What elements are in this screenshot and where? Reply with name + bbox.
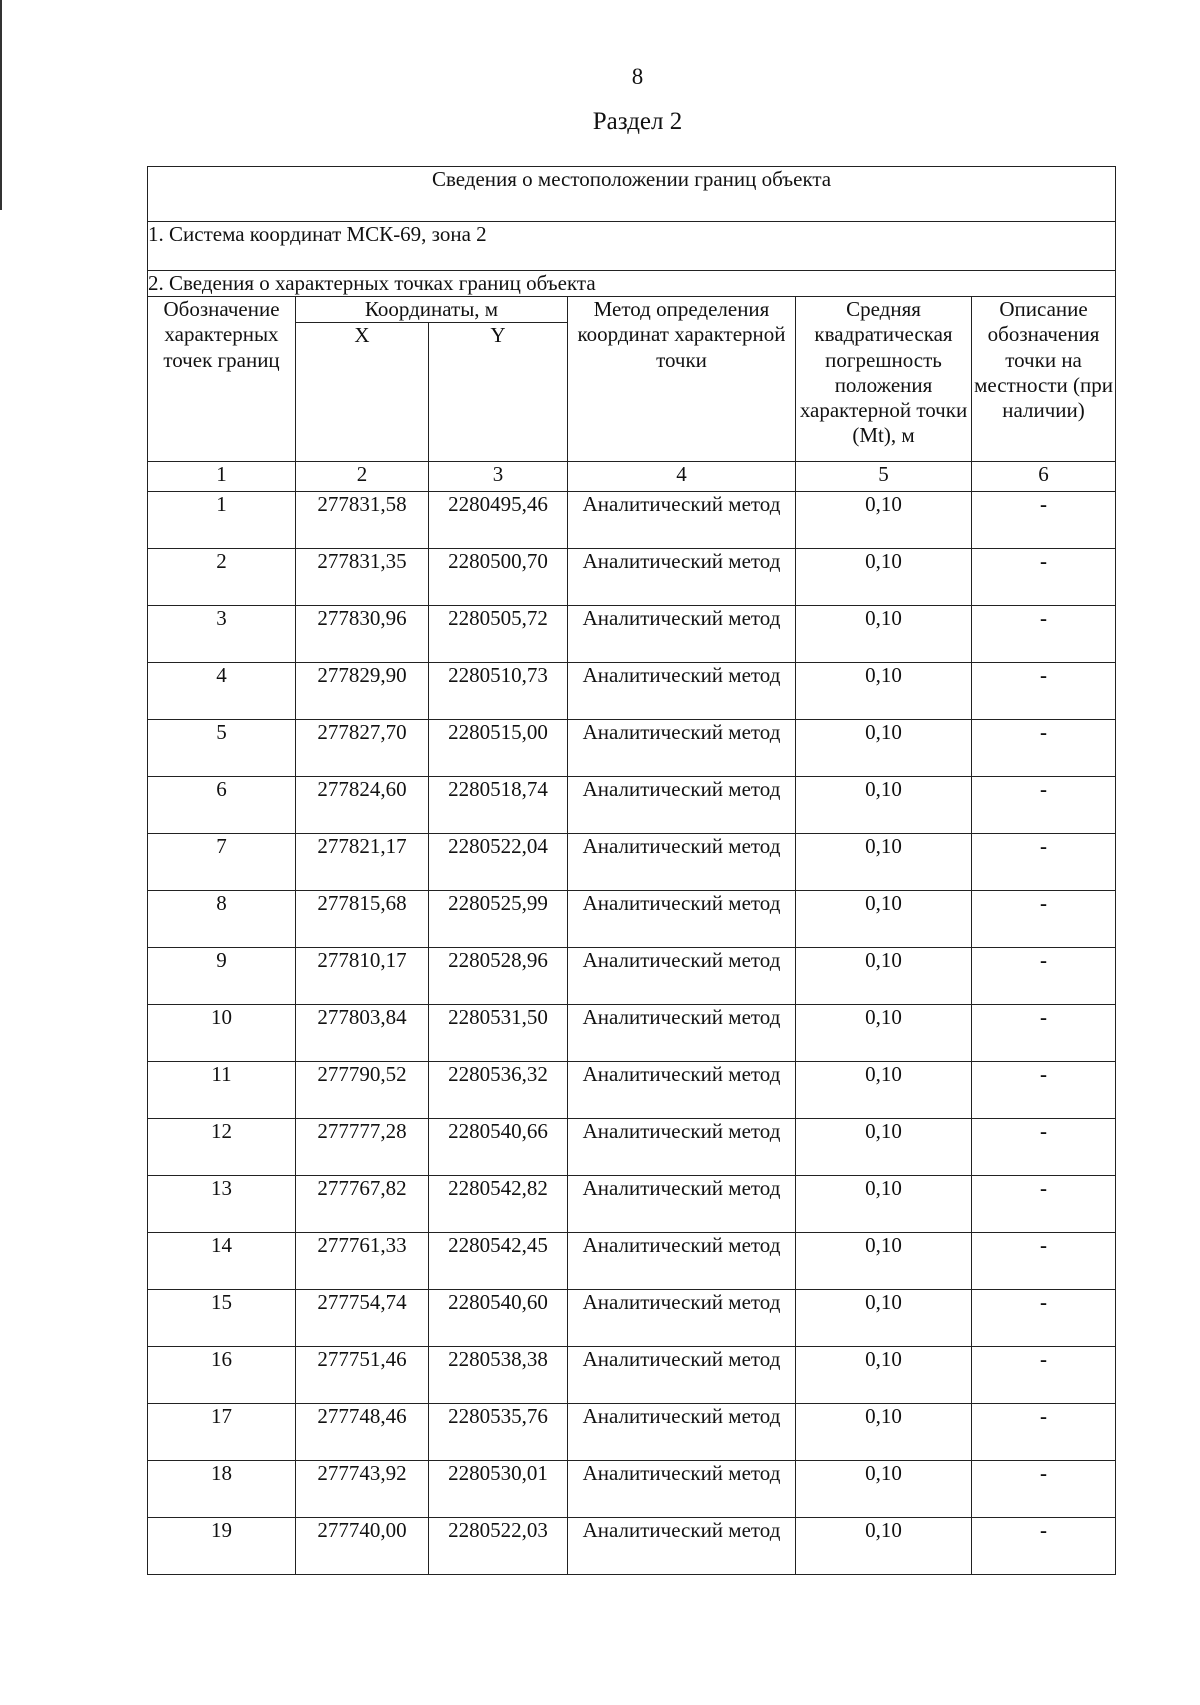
mean-square-error: 0,10	[796, 1347, 972, 1404]
x-coordinate: 277790,52	[296, 1062, 429, 1119]
coordinate-system: 1. Система координат МСК-69, зона 2	[148, 222, 1116, 271]
x-coordinate: 277740,00	[296, 1518, 429, 1575]
points-info-heading: 2. Сведения о характерных точках границ объекта	[148, 271, 1116, 297]
y-coordinate: 2280525,99	[429, 891, 568, 948]
point-description: -	[972, 1347, 1116, 1404]
method: Аналитический метод	[568, 1005, 796, 1062]
table-title: Сведения о местоположении границ объекта	[148, 167, 1116, 222]
table-row	[148, 1233, 1116, 1290]
x-coordinate: 277831,58	[296, 492, 429, 549]
method: Аналитический метод	[568, 1347, 796, 1404]
header-y: Y	[429, 323, 568, 462]
x-coordinate: 277803,84	[296, 1005, 429, 1062]
column-number: 1	[148, 462, 296, 492]
header-x: X	[296, 323, 429, 462]
page-number: 8	[631, 64, 644, 89]
point-description: -	[972, 1062, 1116, 1119]
x-coordinate: 277748,46	[296, 1404, 429, 1461]
method: Аналитический метод	[568, 492, 796, 549]
point-description: -	[972, 1290, 1116, 1347]
header-description: Описание обозначения точки на местности (при наличии)	[972, 297, 1116, 462]
point-description: -	[972, 1119, 1116, 1176]
y-coordinate: 2280515,00	[429, 720, 568, 777]
point-number: 2	[148, 549, 296, 606]
table-row	[148, 720, 1116, 777]
x-coordinate: 277810,17	[296, 948, 429, 1005]
mean-square-error: 0,10	[796, 1119, 972, 1176]
table-row	[148, 1404, 1116, 1461]
table-row	[148, 1176, 1116, 1233]
mean-square-error: 0,10	[796, 1176, 972, 1233]
point-description: -	[972, 1005, 1116, 1062]
table-row	[148, 948, 1116, 1005]
mean-square-error: 0,10	[796, 1518, 972, 1575]
table-row	[148, 1518, 1116, 1575]
header-point-designation: Обозначение характерных точек границ	[148, 297, 296, 462]
point-description: -	[972, 663, 1116, 720]
x-coordinate: 277767,82	[296, 1176, 429, 1233]
y-coordinate: 2280542,82	[429, 1176, 568, 1233]
boundary-points-table	[147, 166, 1116, 1575]
point-number: 18	[148, 1461, 296, 1518]
point-number: 4	[148, 663, 296, 720]
point-description: -	[972, 1233, 1116, 1290]
point-description: -	[972, 777, 1116, 834]
method: Аналитический метод	[568, 1233, 796, 1290]
y-coordinate: 2280540,60	[429, 1290, 568, 1347]
point-number: 11	[148, 1062, 296, 1119]
method: Аналитический метод	[568, 720, 796, 777]
y-coordinate: 2280528,96	[429, 948, 568, 1005]
point-description: -	[972, 834, 1116, 891]
point-number: 9	[148, 948, 296, 1005]
method: Аналитический метод	[568, 1461, 796, 1518]
mean-square-error: 0,10	[796, 720, 972, 777]
mean-square-error: 0,10	[796, 663, 972, 720]
point-description: -	[972, 606, 1116, 663]
point-number: 16	[148, 1347, 296, 1404]
x-coordinate: 277829,90	[296, 663, 429, 720]
point-number: 10	[148, 1005, 296, 1062]
header-error: Средняя квадратическая погрешность положения характерной точки (Mt), м	[796, 297, 972, 462]
mean-square-error: 0,10	[796, 891, 972, 948]
x-coordinate: 277743,92	[296, 1461, 429, 1518]
x-coordinate: 277777,28	[296, 1119, 429, 1176]
point-number: 6	[148, 777, 296, 834]
column-number: 5	[796, 462, 972, 492]
method: Аналитический метод	[568, 549, 796, 606]
method: Аналитический метод	[568, 606, 796, 663]
mean-square-error: 0,10	[796, 1062, 972, 1119]
table-row	[148, 663, 1116, 720]
y-coordinate: 2280518,74	[429, 777, 568, 834]
point-number: 3	[148, 606, 296, 663]
table-row	[148, 1062, 1116, 1119]
y-coordinate: 2280495,46	[429, 492, 568, 549]
mean-square-error: 0,10	[796, 777, 972, 834]
point-number: 17	[148, 1404, 296, 1461]
method: Аналитический метод	[568, 948, 796, 1005]
column-number-row	[148, 462, 1116, 492]
point-description: -	[972, 891, 1116, 948]
point-number: 12	[148, 1119, 296, 1176]
y-coordinate: 2280536,32	[429, 1062, 568, 1119]
y-coordinate: 2280531,50	[429, 1005, 568, 1062]
header-method: Метод определения координат характерной точки	[568, 297, 796, 462]
mean-square-error: 0,10	[796, 1461, 972, 1518]
y-coordinate: 2280542,45	[429, 1233, 568, 1290]
table-row	[148, 1005, 1116, 1062]
x-coordinate: 277830,96	[296, 606, 429, 663]
point-number: 8	[148, 891, 296, 948]
table-row	[148, 891, 1116, 948]
column-number: 2	[296, 462, 429, 492]
mean-square-error: 0,10	[796, 549, 972, 606]
mean-square-error: 0,10	[796, 492, 972, 549]
point-number: 19	[148, 1518, 296, 1575]
y-coordinate: 2280500,70	[429, 549, 568, 606]
column-number: 6	[972, 462, 1116, 492]
table-row	[148, 606, 1116, 663]
method: Аналитический метод	[568, 1176, 796, 1233]
mean-square-error: 0,10	[796, 1404, 972, 1461]
x-coordinate: 277761,33	[296, 1233, 429, 1290]
point-number: 14	[148, 1233, 296, 1290]
point-description: -	[972, 549, 1116, 606]
method: Аналитический метод	[568, 891, 796, 948]
point-number: 5	[148, 720, 296, 777]
point-description: -	[972, 948, 1116, 1005]
mean-square-error: 0,10	[796, 1290, 972, 1347]
y-coordinate: 2280530,01	[429, 1461, 568, 1518]
point-description: -	[972, 1404, 1116, 1461]
method: Аналитический метод	[568, 1290, 796, 1347]
table-row	[148, 1119, 1116, 1176]
mean-square-error: 0,10	[796, 1005, 972, 1062]
point-description: -	[972, 1176, 1116, 1233]
x-coordinate: 277754,74	[296, 1290, 429, 1347]
point-description: -	[972, 492, 1116, 549]
x-coordinate: 277824,60	[296, 777, 429, 834]
table-row	[148, 1347, 1116, 1404]
table-row	[148, 834, 1116, 891]
point-number: 13	[148, 1176, 296, 1233]
y-coordinate: 2280510,73	[429, 663, 568, 720]
x-coordinate: 277821,17	[296, 834, 429, 891]
y-coordinate: 2280538,38	[429, 1347, 568, 1404]
point-description: -	[972, 1518, 1116, 1575]
method: Аналитический метод	[568, 663, 796, 720]
x-coordinate: 277815,68	[296, 891, 429, 948]
y-coordinate: 2280522,04	[429, 834, 568, 891]
point-description: -	[972, 1461, 1116, 1518]
table-row	[148, 492, 1116, 549]
y-coordinate: 2280522,03	[429, 1518, 568, 1575]
mean-square-error: 0,10	[796, 606, 972, 663]
method: Аналитический метод	[568, 777, 796, 834]
table-row	[148, 1290, 1116, 1347]
method: Аналитический метод	[568, 1062, 796, 1119]
method: Аналитический метод	[568, 1119, 796, 1176]
x-coordinate: 277831,35	[296, 549, 429, 606]
mean-square-error: 0,10	[796, 948, 972, 1005]
point-description: -	[972, 720, 1116, 777]
y-coordinate: 2280540,66	[429, 1119, 568, 1176]
y-coordinate: 2280505,72	[429, 606, 568, 663]
column-number: 4	[568, 462, 796, 492]
point-number: 1	[148, 492, 296, 549]
column-number: 3	[429, 462, 568, 492]
section-title: Раздел 2	[592, 108, 683, 135]
scan-edge-mark	[0, 0, 2, 210]
x-coordinate: 277827,70	[296, 720, 429, 777]
header-coordinates: Координаты, м	[296, 297, 568, 323]
method: Аналитический метод	[568, 1404, 796, 1461]
method: Аналитический метод	[568, 1518, 796, 1575]
point-number: 7	[148, 834, 296, 891]
table-row	[148, 1461, 1116, 1518]
table-row	[148, 549, 1116, 606]
method: Аналитический метод	[568, 834, 796, 891]
mean-square-error: 0,10	[796, 834, 972, 891]
x-coordinate: 277751,46	[296, 1347, 429, 1404]
mean-square-error: 0,10	[796, 1233, 972, 1290]
y-coordinate: 2280535,76	[429, 1404, 568, 1461]
table-row	[148, 777, 1116, 834]
point-number: 15	[148, 1290, 296, 1347]
